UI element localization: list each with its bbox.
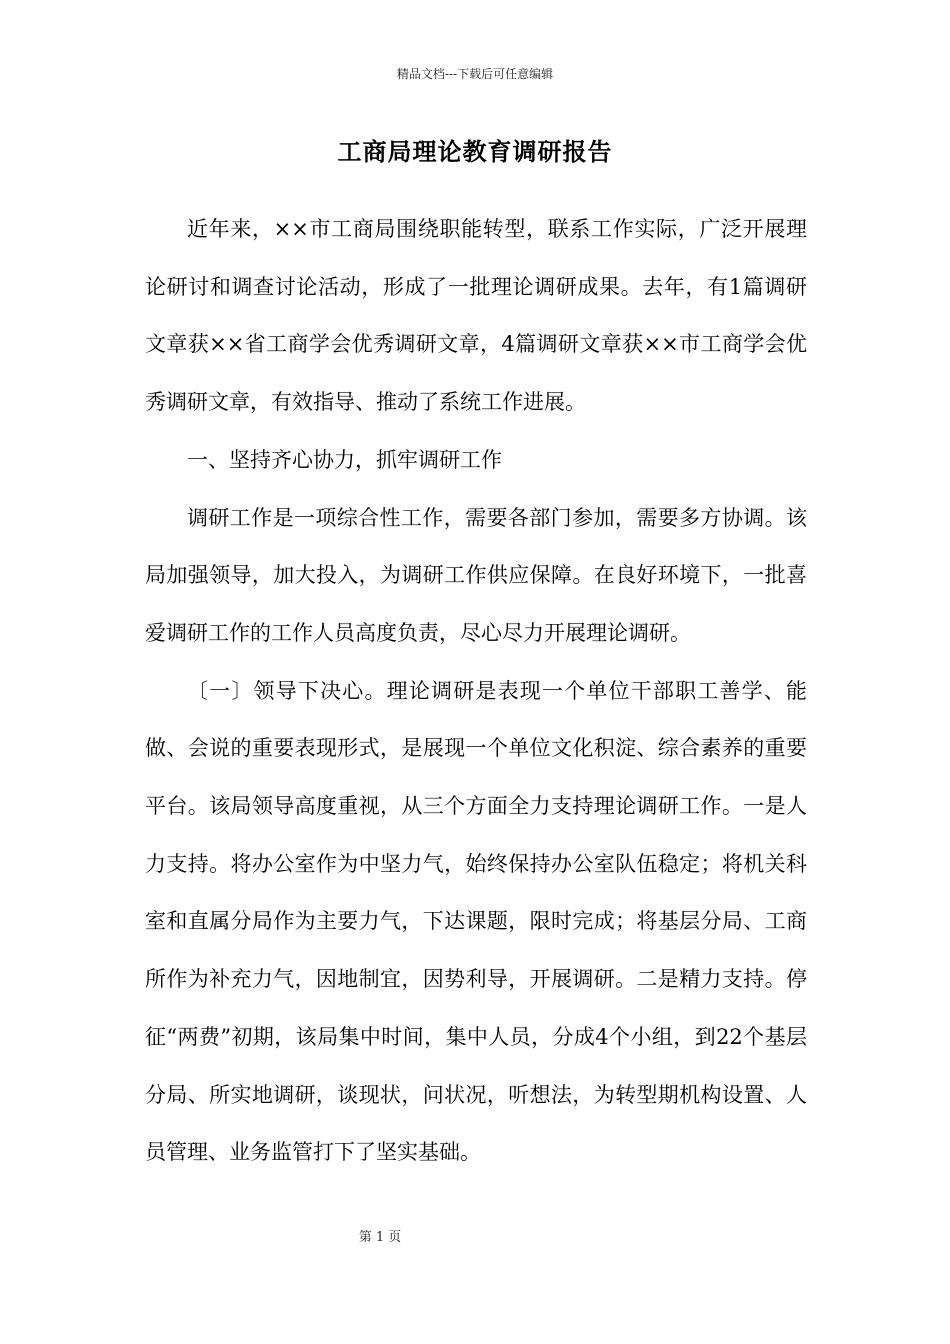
document-body bbox=[145, 201, 807, 1182]
paragraph-section-1: 调研工作是一项综合性工作，需要各部门参加，需要多方协调。该局加强领导，加大投入，为调研工作供应保障。在良好环境下，一批喜爱调研工作的工作人员高度负责，尽心尽力开展理论调研。 bbox=[145, 505, 807, 645]
document-title: 工商局理论教育调研报告 bbox=[337, 137, 613, 166]
paragraph-subsection-1: 〔一〕领导下决心。理论调研是表现一个单位干部职工善学、能做、会说的重要表现形式，是展现一个单位文化积淀、综合素养的重要平台。该局领导高度重视，从三个方面全力支持理论调研工作。一是人力支持。将办公室作为中坚力气，始终保持办公室队伍稳定；将机关科室和直属分局作为主要力气，下达课题，限时完成；将基层分局、工商所作为补充力气，因地制宜，因势利导，开展调研。二是精力支持。停征“两费”初期，该局集中时间，集中人员，分成4个小组，到22个基层分局、所实地调研，谈现状，问状况，听想法，为转型期机构设置、人员管理、业务监管打下了坚实基础。 bbox=[145, 678, 807, 1165]
page-number: 第 1 页 bbox=[358, 1230, 402, 1245]
page-header-note: 精品文档---下载后可任意编辑 bbox=[396, 67, 554, 81]
section-heading-1: 一、坚持齐心协力，抓牢调研工作 bbox=[187, 447, 502, 472]
paragraph-intro: 近年来，××市工商局围绕职能转型，联系工作实际，广泛开展理论研讨和调查讨论活动，形成了一批理论调研成果。去年，有1篇调研文章获××省工商学会优秀调研文章，4篇调研文章获××市工商学会优秀调研文章，有效指导、推动了系统工作进展。 bbox=[145, 217, 807, 415]
